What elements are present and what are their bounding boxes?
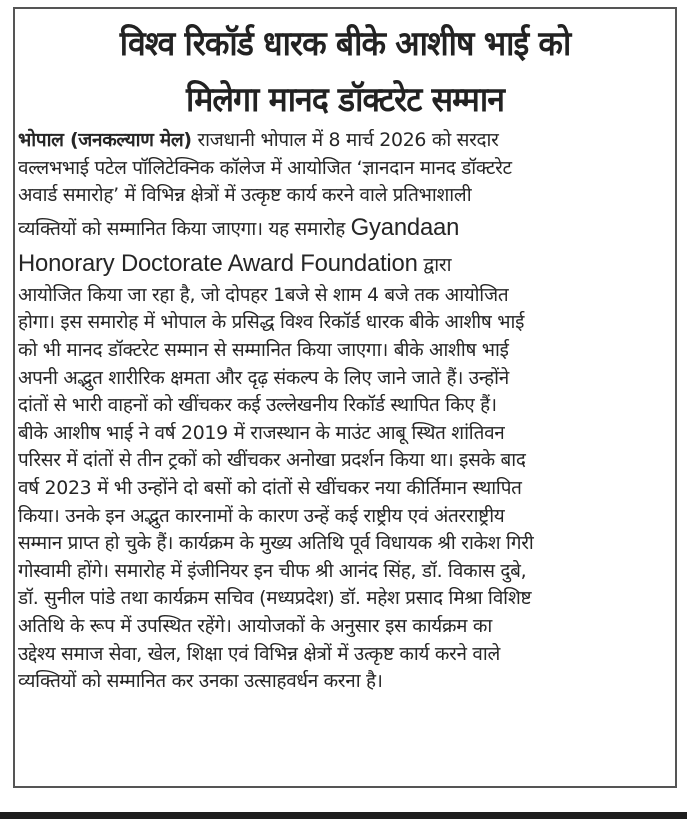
body-line: उद्देश्य समाज सेवा, खेल, शिक्षा एवं विभिन्न क्षेत्रों में उत्कृष्ट कार्य करने वाले — [18, 642, 500, 665]
body-line: डॉ. सुनील पांडे तथा कार्यक्रम सचिव (मध्यप्रदेश) डॉ. महेश प्रसाद मिश्रा विशिष्ट — [18, 587, 532, 610]
bottom-rule-divider — [0, 812, 687, 819]
body-line: अपनी अद्भुत शारीरिक क्षमता और दृढ़ संकल्प के लिए जाने जाते हैं। उन्होंने — [18, 366, 509, 389]
body-line: अतिथि के रूप में उपस्थित रहेंगे। आयोजकों के अनुसार इस कार्यक्रम का — [18, 614, 492, 637]
news-clipping — [13, 7, 677, 788]
body-line: वर्ष 2023 में भी उन्होंने दो बसों को दांतों से खींचकर नया कीर्तिमान स्थापित — [18, 476, 522, 499]
body-line: होगा। इस समारोह में भोपाल के प्रसिद्ध विश्व रिकॉर्ड धारक बीके आशीष भाई — [18, 311, 525, 334]
body-line-text: राजधानी भोपाल में 8 मार्च 2026 को सरदार — [191, 129, 499, 151]
headline-line-1: विश्व रिकॉर्ड धारक बीके आशीष भाई को — [119, 24, 571, 64]
body-line-english: Gyandaan — [350, 213, 460, 241]
body-line-english: Honorary Doctorate Award Foundation — [18, 249, 418, 277]
body-line — [18, 246, 670, 282]
body-line: दांतों से भारी वाहनों को खींचकर कई उल्लेखनीय रिकॉर्ड स्थापित किए हैं। — [18, 394, 497, 417]
headline-line-2: मिलेगा मानद डॉक्टरेट सम्मान — [185, 80, 505, 120]
article-body — [18, 127, 674, 696]
body-line — [18, 210, 670, 246]
body-line-text: व्यक्तियों को सम्मानित किया जाएगा। यह समारोह — [18, 217, 351, 240]
dateline: भोपाल (जनकल्याण मेल) — [18, 129, 192, 151]
body-line: वल्लभभाई पटेल पॉलिटेक्निक कॉलेज में आयोजित ‘ज्ञानदान मानद डॉक्टरेट — [18, 156, 512, 179]
body-line: परिसर में दांतों से तीन ट्रकों को खींचकर अनोखा प्रदर्शन किया था। इसके बाद — [18, 449, 526, 472]
body-line: आयोजित किया जा रहा है, जो दोपहर 1बजे से शाम 4 बजे तक आयोजित — [18, 283, 509, 306]
body-line: सम्मान प्राप्त हो चुके हैं। कार्यक्रम के मुख्य अतिथि पूर्व विधायक श्री राकेश गिरी — [18, 532, 534, 555]
body-line-text: द्वारा — [417, 253, 452, 276]
body-line: अवार्ड समारोह’ में विभिन्न क्षेत्रों में उत्कृष्ट कार्य करने वाले प्रतिभाशाली — [18, 184, 472, 207]
body-line: गोस्वामी होंगे। समारोह में इंजीनियर इन चीफ श्री आनंद सिंह, डॉ. विकास दुबे, — [18, 559, 527, 582]
body-line: किया। उनके इन अद्भुत कारनामों के कारण उन्हें कई राष्ट्रीय एवं अंतरराष्ट्रीय — [18, 504, 505, 527]
body-line: बीके आशीष भाई ने वर्ष 2019 में राजस्थान के माउंट आबू स्थित शांतिवन — [18, 421, 505, 444]
body-line — [18, 127, 670, 155]
body-line: को भी मानद डॉक्टरेट सम्मान से सम्मानित किया जाएगा। बीके आशीष भाई — [18, 338, 509, 361]
body-line: व्यक्तियों को सम्मानित कर उनका उत्साहवर्धन करना है। — [18, 670, 383, 693]
